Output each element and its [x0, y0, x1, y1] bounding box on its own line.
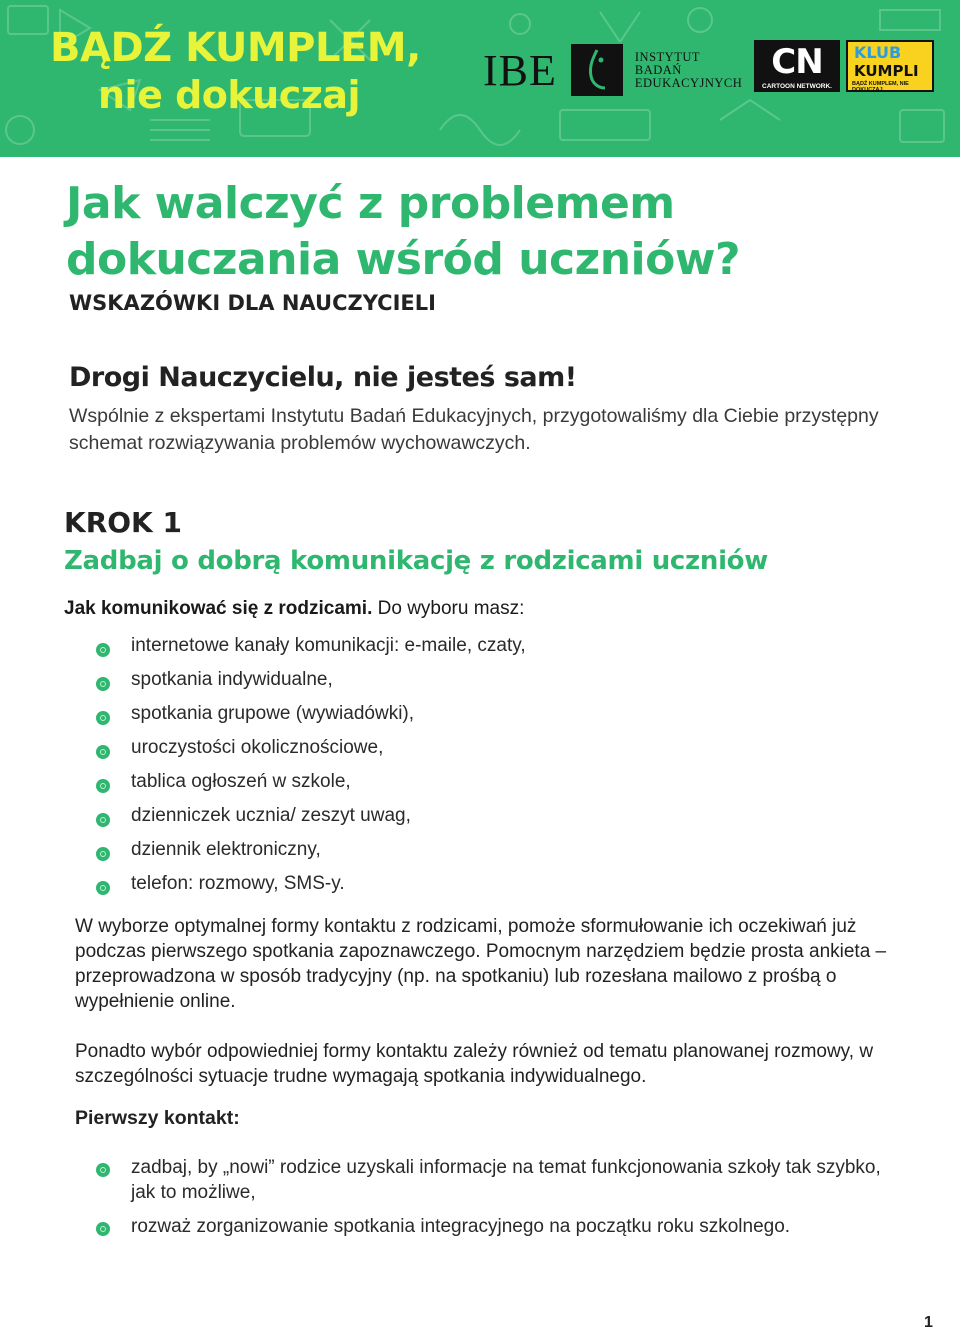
klub-logo-tagline: BĄDŹ KUMPLEM, NIE DOKUCZAJ — [852, 81, 909, 93]
communication-channels-list — [96, 634, 526, 906]
bullet-icon — [96, 1163, 110, 1177]
first-contact-list — [96, 1155, 896, 1248]
list-item — [96, 804, 526, 838]
klub-kumpli-logo — [846, 40, 934, 92]
cn-logo-letters: CN — [771, 42, 823, 82]
klub-logo-line-2: KUMPLI — [854, 62, 919, 80]
list-item-text: spotkania indywidualne, — [131, 669, 333, 690]
bullet-icon — [96, 813, 110, 827]
institute-name-line-1: INSTYTUT — [634, 49, 700, 64]
list-item — [96, 634, 526, 668]
communication-question — [64, 598, 524, 620]
list-item-text: dzienniczek ucznia/ zeszyt uwag, — [131, 805, 411, 826]
bullet-icon — [96, 881, 110, 895]
list-item — [96, 770, 526, 804]
bullet-icon — [96, 847, 110, 861]
list-item — [96, 668, 526, 702]
intro-paragraph: Wspólnie z ekspertami Instytutu Badań Edukacyjnych, przygotowaliśmy dla Ciebie przystępny schemat rozwiązywania problemów wychowawczych. — [69, 405, 879, 454]
list-item — [96, 838, 526, 872]
list-item — [96, 1214, 896, 1239]
question-rest: Do wyboru masz: — [372, 598, 525, 619]
bullet-icon — [96, 745, 110, 759]
list-item-text: telefon: rozmowy, SMS-y. — [131, 873, 345, 894]
slogan-line-2: nie dokuczaj — [98, 73, 361, 117]
slogan-line-1: BĄDŹ KUMPLEM, — [50, 25, 421, 71]
list-item-text: rozważ zorganizowanie spotkania integracyjnego na początku roku szkolnego. — [131, 1216, 791, 1237]
campaign-slogan — [50, 25, 421, 117]
bullet-icon — [96, 643, 110, 657]
institute-name-line-2: BADAŃ — [634, 62, 682, 77]
question-lead: Jak komunikować się z rodzicami. — [64, 598, 373, 619]
institute-name-line-3: EDUKACYJNYCH — [634, 75, 743, 90]
klub-logo-line-1: KLUB — [854, 43, 902, 62]
list-item-text: uroczystości okolicznościowe, — [131, 737, 384, 758]
step-label: KROK 1 — [64, 506, 182, 539]
list-item-text: dziennik elektroniczny, — [131, 839, 321, 860]
list-item — [96, 1155, 896, 1205]
ibe-logo — [483, 44, 742, 96]
page-title-line-2: dokuczania wśród uczniów? — [66, 234, 741, 285]
page-title — [66, 176, 740, 288]
list-item — [96, 872, 526, 906]
contact-topic-paragraph: Ponadto wybór odpowiedniej formy kontaktu zależy również od tematu planowanej rozmowy, w szczególności sytuacje trudne wymagają spotkania indywidualnego. — [75, 1041, 874, 1087]
ibe-emblem-icon — [571, 44, 623, 96]
header-banner — [0, 0, 960, 157]
bullet-icon — [96, 779, 110, 793]
contact-form-paragraph: W wyborze optymalnej formy kontaktu z rodzicami, pomoże sformułowanie ich oczekiwań już podczas pierwszego spotkania zapoznawczego. Pomocnym narzędziem będzie prosta ankieta – przeprowadzona w sposób tradycyjny (np. na spotkaniu) lub rozesłana mailowo z prośbą o wypełnienie online. — [75, 916, 887, 1012]
bullet-icon — [96, 677, 110, 691]
first-contact-heading: Pierwszy kontakt: — [75, 1107, 240, 1129]
ibe-logo-text: IBE — [483, 45, 557, 95]
list-item-text: spotkania grupowe (wywiadówki), — [131, 703, 415, 724]
page-title-line-1: Jak walczyć z problemem — [66, 178, 675, 229]
list-item-text: tablica ogłoszeń w szkole, — [131, 771, 351, 792]
list-item — [96, 736, 526, 770]
greeting-heading: Drogi Nauczycielu, nie jesteś sam! — [69, 362, 577, 393]
step-heading: Zadbaj o dobrą komunikację z rodzicami uczniów — [64, 546, 768, 576]
list-item-text: internetowe kanały komunikacji: e-maile, czaty, — [131, 635, 526, 656]
list-item-text: zadbaj, by „nowi” rodzice uzyskali informacje na temat funkcjonowania szkoły tak szybko, jak to możliwe, — [131, 1157, 881, 1203]
page-number: 1 — [924, 1314, 933, 1331]
cartoon-network-logo — [754, 40, 840, 92]
list-item — [96, 702, 526, 736]
bullet-icon — [96, 1222, 110, 1236]
cn-logo-text: CARTOON NETWORK. — [762, 83, 832, 90]
page-subtitle: WSKAZÓWKI DLA NAUCZYCIELI — [69, 291, 436, 315]
institute-name — [635, 51, 742, 90]
bullet-icon — [96, 711, 110, 725]
